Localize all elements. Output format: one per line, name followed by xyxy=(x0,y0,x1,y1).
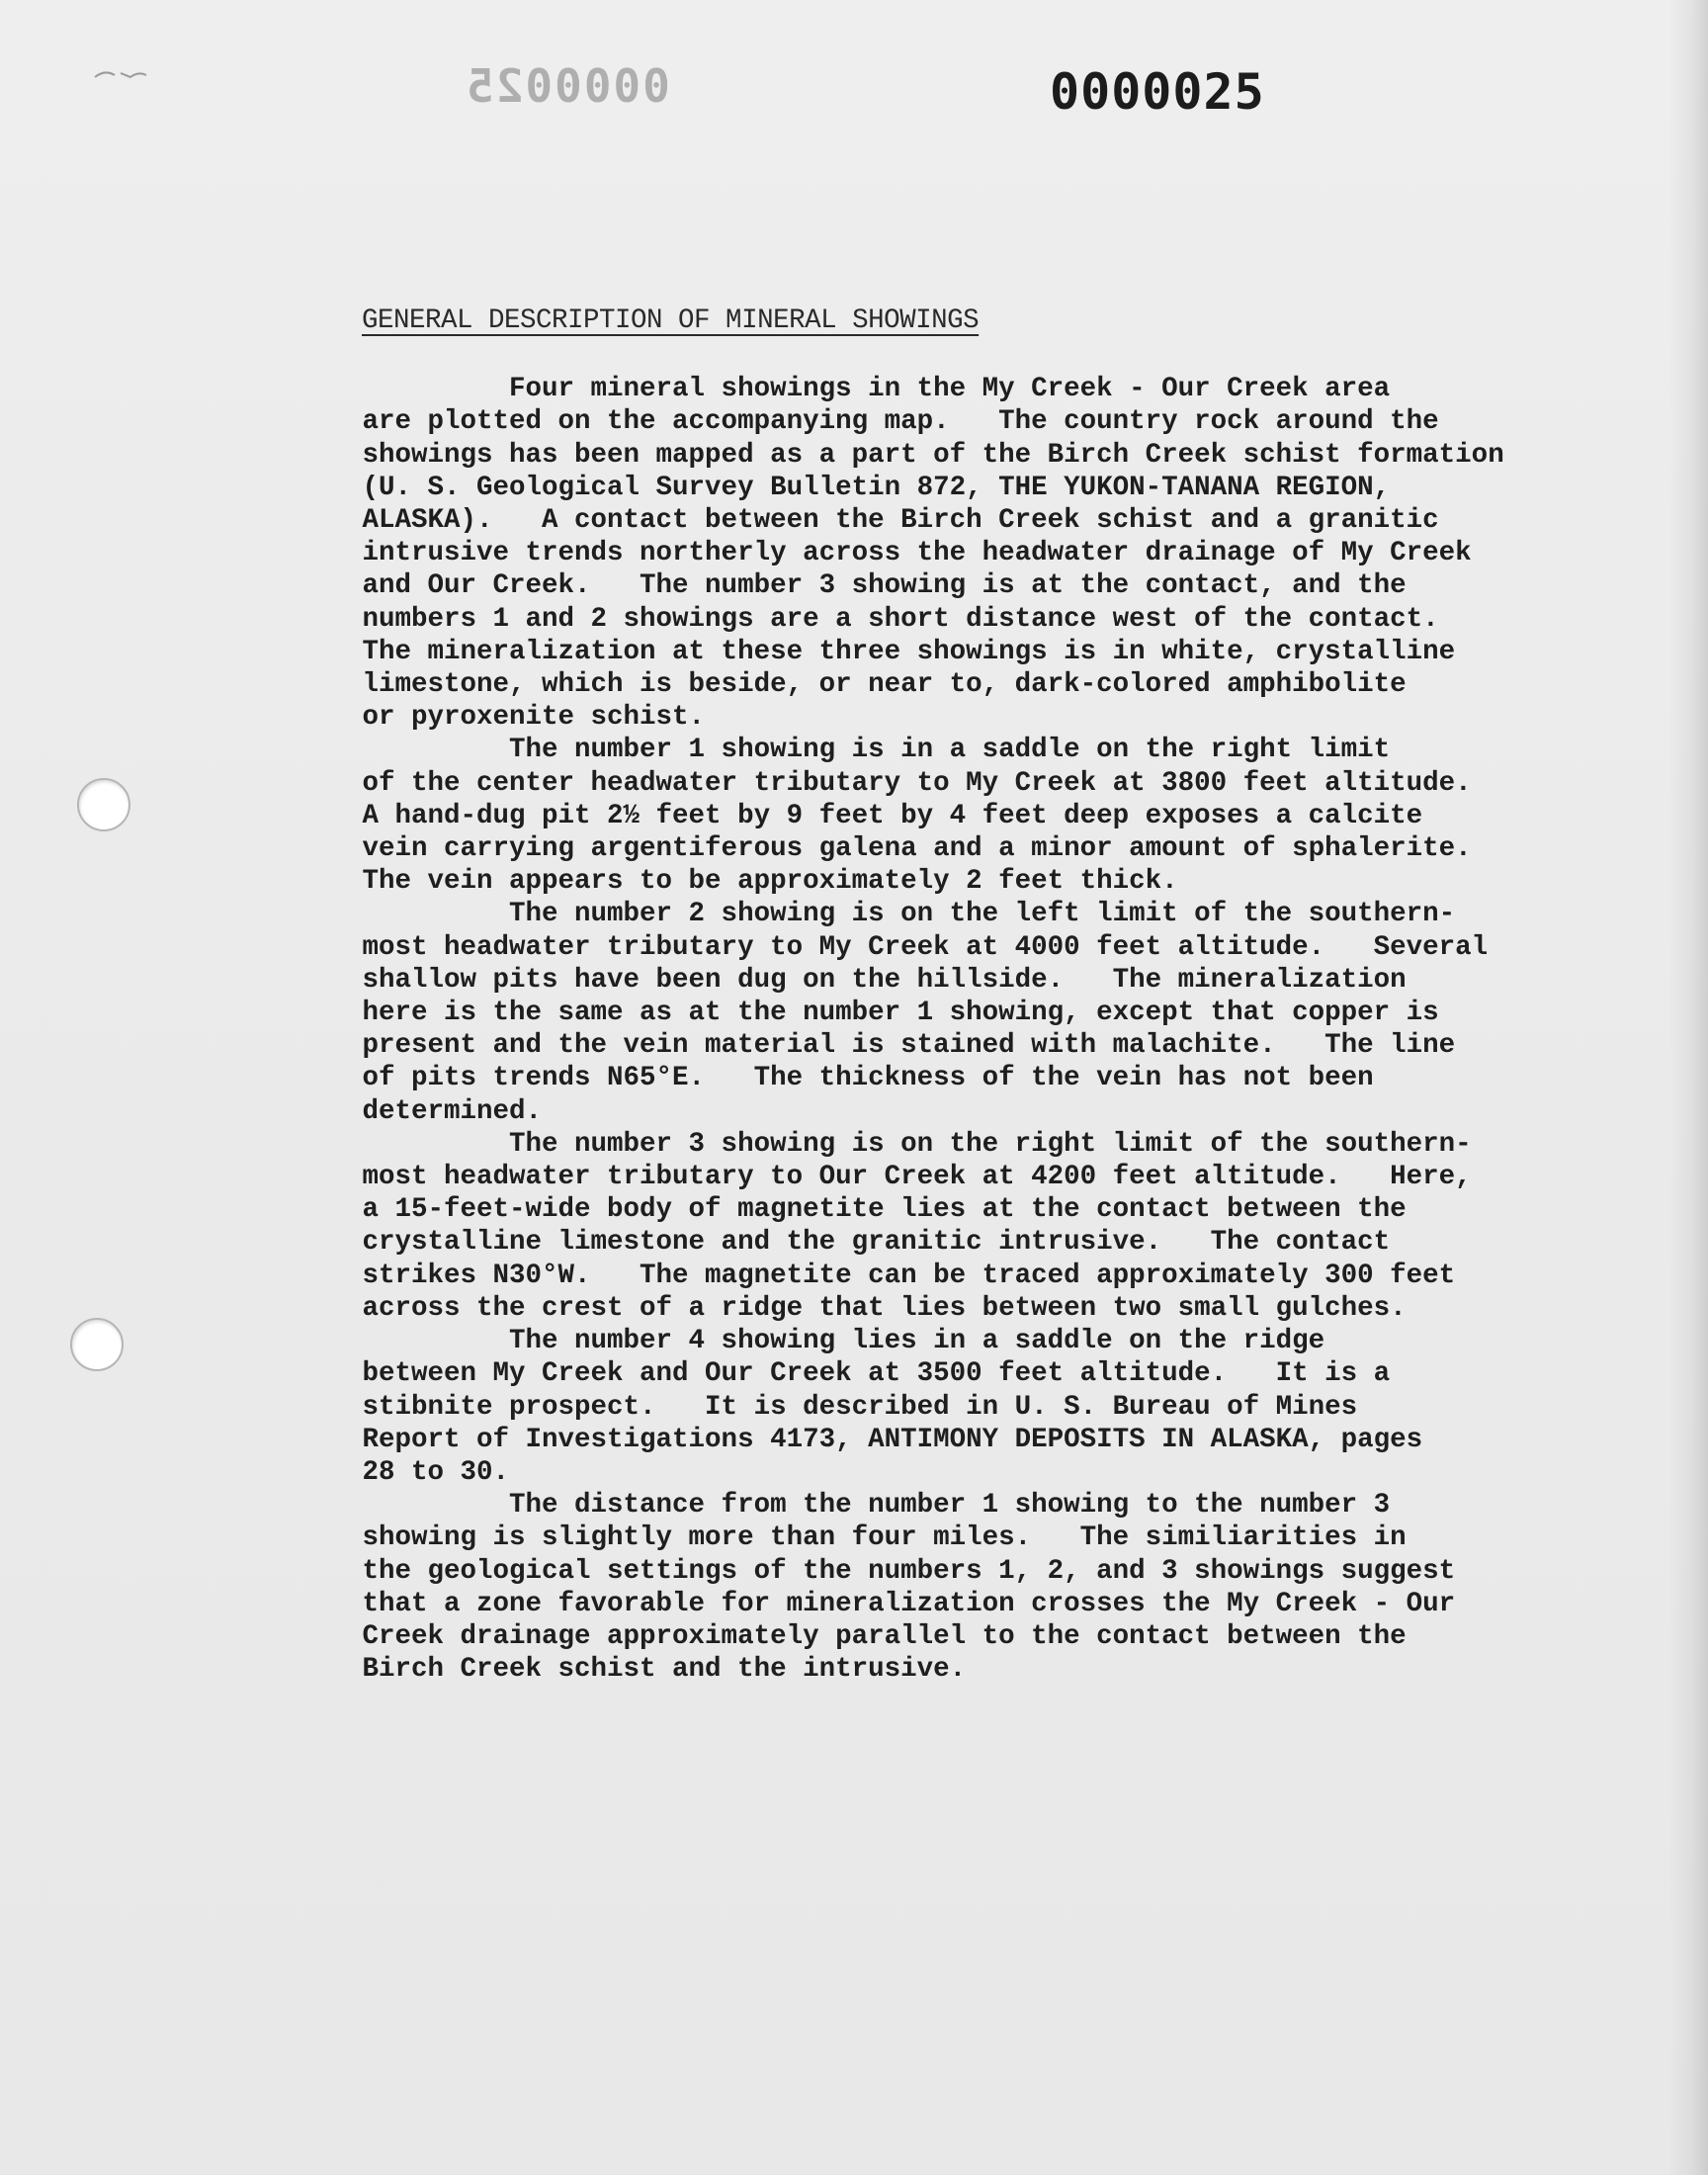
pencil-mark-icon xyxy=(91,65,160,85)
text-line: of pits trends N65°E. The thickness of the vein has not been xyxy=(346,1063,1374,1094)
paragraphs xyxy=(346,373,1532,1686)
text-line: vein carrying argentiferous galena and a minor amount of sphalerite. xyxy=(346,833,1472,865)
text-line: here is the same as at the number 1 showing, except that copper is xyxy=(346,998,1439,1029)
document-number-stamp: 0000025 xyxy=(1050,63,1265,121)
text-line: (U. S. Geological Survey Bulletin 872, THE YUKON-TANANA REGION, xyxy=(346,472,1391,503)
text-line: of the center headwater tributary to My Creek at 3800 feet altitude. xyxy=(346,767,1472,799)
paragraph xyxy=(346,373,1532,734)
text-line: that a zone favorable for mineralization crosses the My Creek - Our xyxy=(346,1588,1456,1619)
bleedthrough-stamp: 0000025 xyxy=(465,59,670,113)
document-body xyxy=(346,304,1532,1686)
text-line: across the crest of a ridge that lies between two small gulches. xyxy=(346,1292,1407,1324)
paragraph xyxy=(346,734,1532,898)
text-line: intrusive trends northerly across the headwater drainage of My Creek xyxy=(346,538,1472,569)
text-line: The number 4 showing lies in a saddle on the ridge xyxy=(346,1326,1325,1357)
text-line: showings has been mapped as a part of the Birch Creek schist formation xyxy=(346,439,1504,471)
document-title: GENERAL DESCRIPTION OF MINERAL SHOWINGS xyxy=(362,305,980,336)
text-line: The number 1 showing is in a saddle on the right limit xyxy=(346,735,1391,766)
text-line: Creek drainage approximately parallel to the contact between the xyxy=(346,1620,1407,1652)
text-line: The distance from the number 1 showing to the number 3 xyxy=(346,1490,1391,1522)
text-line: strikes N30°W. The magnetite can be traced approximately 300 feet xyxy=(346,1260,1456,1291)
text-line: The vein appears to be approximately 2 feet thick. xyxy=(346,866,1178,898)
punch-hole xyxy=(77,778,130,831)
text-line: showing is slightly more than four miles. The similiarities in xyxy=(346,1522,1407,1554)
text-line: most headwater tributary to Our Creek at 4200 feet altitude. Here, xyxy=(346,1162,1472,1193)
text-line: The number 3 showing is on the right limit of the southern- xyxy=(346,1128,1472,1160)
paragraph xyxy=(346,1489,1532,1686)
text-line: are plotted on the accompanying map. The country rock around the xyxy=(346,406,1439,438)
text-line: or pyroxenite schist. xyxy=(346,702,706,734)
text-line: and Our Creek. The number 3 showing is at the contact, and the xyxy=(346,570,1407,602)
text-line: present and the vein material is stained with malachite. The line xyxy=(346,1030,1456,1062)
text-line: the geological settings of the numbers 1, 2, and 3 showings suggest xyxy=(346,1555,1456,1587)
page-edge-shadow xyxy=(1668,0,1708,2175)
punch-hole xyxy=(70,1318,124,1371)
text-line: most headwater tributary to My Creek at 4000 feet altitude. Several xyxy=(346,931,1489,963)
text-line: stibnite prospect. It is described in U. S. Bureau of Mines xyxy=(346,1391,1358,1423)
text-line: 28 to 30. xyxy=(346,1456,510,1488)
text-line: Birch Creek schist and the intrusive. xyxy=(346,1654,967,1686)
paragraph xyxy=(346,1325,1532,1489)
text-line: The number 2 showing is on the left limit of the southern- xyxy=(346,899,1456,930)
text-line: between My Creek and Our Creek at 3500 feet altitude. It is a xyxy=(346,1358,1391,1390)
text-line: The mineralization at these three showings is in white, crystalline xyxy=(346,636,1456,667)
text-line: Four mineral showings in the My Creek - Our Creek area xyxy=(346,374,1391,405)
text-line: determined. xyxy=(346,1095,543,1127)
text-line: crystalline limestone and the granitic intrusive. The contact xyxy=(346,1227,1391,1259)
text-line: ALASKA). A contact between the Birch Creek schist and a granitic xyxy=(346,505,1439,537)
text-line: Report of Investigations 4173, ANTIMONY DEPOSITS IN ALASKA, pages xyxy=(346,1424,1423,1455)
text-line: numbers 1 and 2 showings are a short distance west of the contact. xyxy=(346,603,1439,635)
paragraph xyxy=(346,898,1532,1127)
text-line: a 15-feet-wide body of magnetite lies at the contact between the xyxy=(346,1194,1407,1226)
text-line: shallow pits have been dug on the hillside. The mineralization xyxy=(346,964,1407,996)
paragraph xyxy=(346,1128,1532,1325)
text-line: limestone, which is beside, or near to, dark-colored amphibolite xyxy=(346,669,1407,701)
text-line: A hand-dug pit 2½ feet by 9 feet by 4 feet deep exposes a calcite xyxy=(346,800,1423,831)
